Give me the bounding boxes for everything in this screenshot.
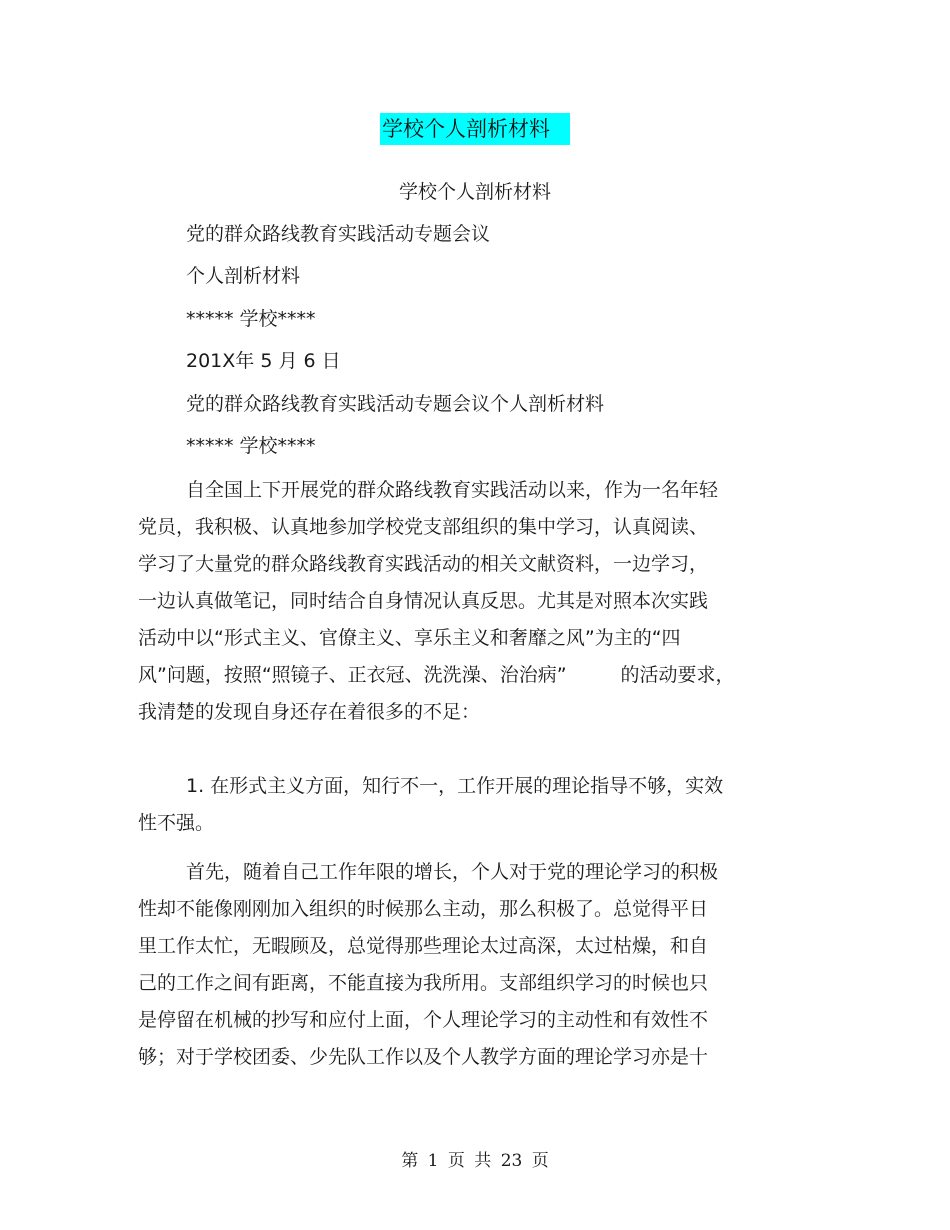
text-line: 1. 在形式主义方面，知行不一，工作开展的理论指导不够，实效 <box>186 775 724 797</box>
text-segment: 的活动要求， <box>620 664 735 686</box>
text-line: 性不强。 <box>138 812 215 834</box>
text-line: 党员，我积极、认真地参加学校党支部组织的集中学习，认真阅读、 <box>138 516 709 538</box>
text-line: 里工作太忙，无暇顾及，总觉得那些理论太过高深，太过枯燥，和自 <box>138 935 709 957</box>
meta-line-material: 个人剖析材料 <box>186 265 301 287</box>
meta-line-school: ***** 学校**** <box>186 308 316 330</box>
text-line: 我清楚的发现自身还存在着很多的不足： <box>138 701 481 723</box>
text-line: 学习了大量党的群众路线教育实践活动的相关文献资料，一边学习， <box>138 553 709 575</box>
text-line: 够；对于学校团委、少先队工作以及个人教学方面的理论学习亦是十 <box>138 1046 709 1068</box>
meta-line-date: 201X年 5 月 6 日 <box>186 350 341 372</box>
paragraph-first <box>138 858 788 1080</box>
meta-line-school-2: ***** 学校**** <box>186 435 316 457</box>
text-line: 自全国上下开展党的群众路线教育实践活动以来，作为一名年轻 <box>186 479 719 501</box>
title-container <box>0 113 950 145</box>
text-line: 是停留在机械的抄写和应付上面，个人理论学习的主动性和有效性不 <box>138 1009 709 1031</box>
point-one <box>138 772 788 846</box>
meta-line-meeting: 党的群众路线教育实践活动专题会议 <box>186 223 491 245</box>
text-line: 首先，随着自己工作年限的增长，个人对于党的理论学习的积极 <box>186 861 719 883</box>
document-subtitle: 学校个人剖析材料 <box>398 181 551 203</box>
text-line: 己的工作之间有距离，不能直接为我所用。支部组织学习的时候也只 <box>138 972 709 994</box>
document-title: 学校个人剖析材料 <box>380 113 570 145</box>
text-line: 活动中以“形式主义、官僚主义、享乐主义和奢靡之风”为主的“四 <box>138 627 681 649</box>
text-line <box>138 661 788 689</box>
meta-line-full-title: 党的群众路线教育实践活动专题会议个人剖析材料 <box>186 393 605 415</box>
text-line: 性却不能像刚刚加入组织的时候那么主动，那么积极了。总觉得平日 <box>138 898 709 920</box>
paragraph-intro <box>138 476 788 735</box>
text-line: 一边认真做笔记，同时结合自身情况认真反思。尤其是对照本次实践 <box>138 590 709 612</box>
text-segment: 风”问题，按照“照镜子、正衣冠、洗洗澡、治治病” <box>138 664 567 686</box>
page-number-footer: 第 1 页 共 23 页 <box>401 1151 549 1171</box>
